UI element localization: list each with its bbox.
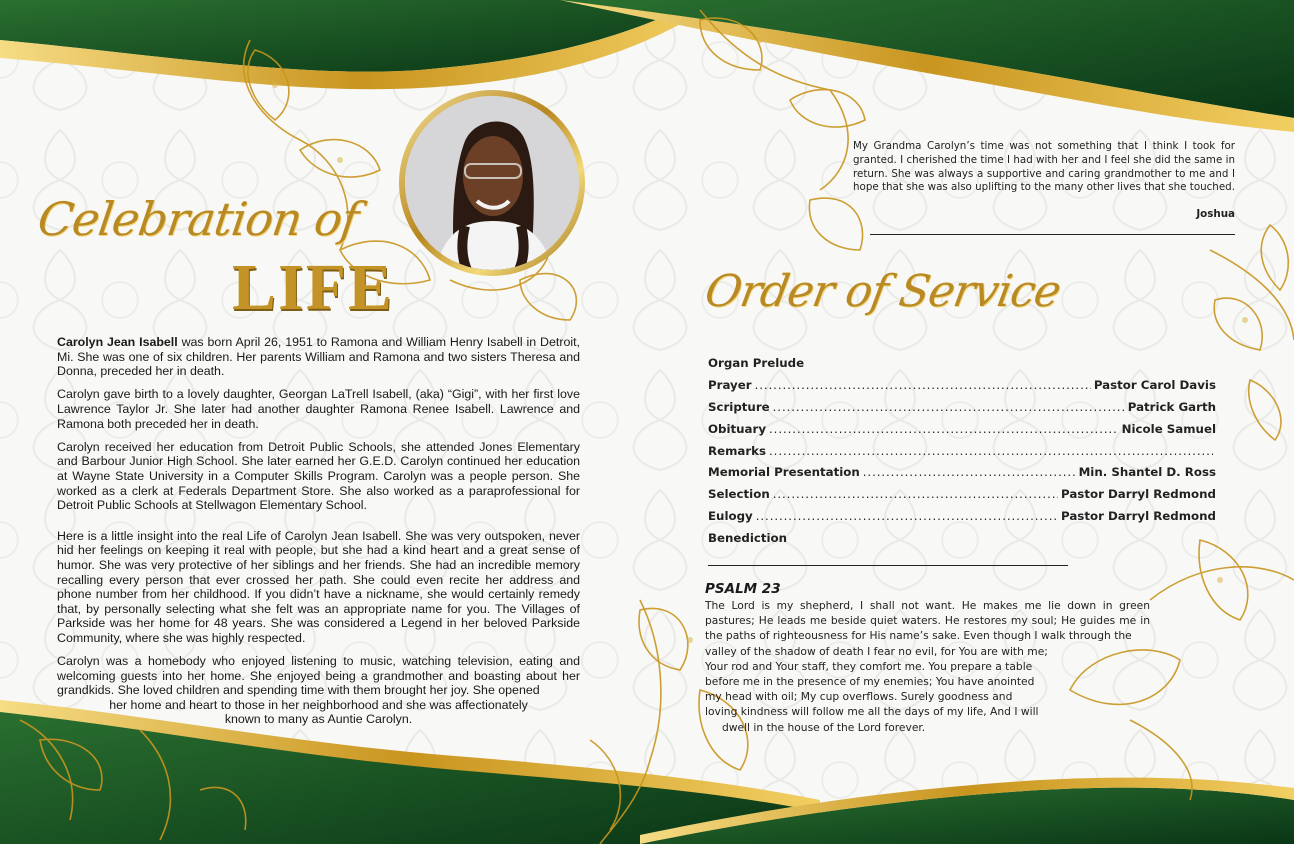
psalm-line: my head with oil; My cup overflows. Surely goodness and	[705, 690, 1013, 704]
service-participant: Patrick Garth	[1127, 399, 1216, 414]
service-item: Benediction	[708, 531, 788, 546]
service-row	[708, 356, 1216, 378]
service-row	[708, 400, 1216, 422]
divider-line	[708, 565, 1068, 566]
service-item: Organ Prelude	[708, 356, 805, 370]
service-leader-dots	[755, 378, 1091, 392]
service-row	[708, 444, 1216, 466]
service-leader-dots	[773, 400, 1125, 414]
psalm-line: valley of the shadow of death I fear no evil, for You are with me;	[705, 644, 1048, 658]
service-row	[708, 378, 1216, 400]
service-item: Scripture	[708, 399, 770, 414]
headline-main: LIFE	[232, 251, 395, 324]
psalm-justified: The Lord is my shepherd, I shall not want. He makes me lie down in green pastures; He leads me beside quiet waters. He restores my soul; He guides me in the paths of righteousness for His name’s sake. Even though I walk through the	[705, 599, 1150, 643]
service-participant: Pastor Darryl Redmond	[1061, 509, 1216, 524]
psalm-line: dwell in the house of the Lord forever.	[705, 720, 926, 734]
obituary-text	[57, 335, 580, 727]
service-item: Selection	[708, 487, 770, 502]
order-of-service-title: Order of Service	[701, 266, 1065, 317]
service-participant: Min. Shantel D. Ross	[1078, 465, 1216, 480]
service-row	[708, 465, 1216, 487]
service-leader-dots	[756, 509, 1058, 523]
service-item: Obituary	[708, 421, 767, 436]
psalm-text	[705, 598, 1150, 735]
obituary-paragraph-5-line: her home and heart to those in her neighborhood and she was affectionately	[109, 697, 528, 712]
service-leader-dots	[863, 465, 1076, 479]
service-row	[708, 422, 1216, 444]
obituary-paragraph-3: Carolyn received her education from Detroit Public Schools, she attended Jones Elementary and Barbour Junior High School. She later earned her G.E.D. Carolyn continued her education at Wayne State University in a Computer Skills Program. Carolyn was a people person. She worked as a clerk at Federals Department Store. She also worked as a paraprofessional for Detroit Public Schools at Stellwagon Elementary School.	[57, 439, 580, 513]
service-participant: Nicole Samuel	[1121, 421, 1216, 436]
obituary-paragraph	[57, 335, 580, 379]
psalm-line: loving kindness will follow me all the days of my life, And I will	[705, 705, 1039, 719]
obituary-paragraph-2: Carolyn gave birth to a lovely daughter, Georgan LaTrell Isabell, (aka) “Gigi”, with her first love Lawrence Taylor Jr. She later had another daughter Ramona Renee Isabell. Lawrence and Ramona both preceded her in death.	[57, 387, 580, 431]
service-item: Eulogy	[708, 509, 753, 524]
service-item: Prayer	[708, 377, 752, 392]
grandson-quote: My Grandma Carolyn’s time was not something that I think I took for granted. I cherished the time I had with her and I feel she did the same in return. She was always a supportive and caring grandmother to me and I hope that she was also uplifting to the many other lives that she touched.	[853, 140, 1235, 194]
quote-author: Joshua	[1196, 208, 1235, 220]
obituary-paragraph-4: Here is a little insight into the real Life of Carolyn Jean Isabell. She was very outspoken, never hid her feelings on keeping it real with people, but she had a kind heart and a great sense of humor. She was very protective of her siblings and her friends. She had an incredible memory recalling every person that ever crossed her path. She could even recite her address and phone number from her childhood. If you didn’t have a nickname, she would certainly remedy that, by personally selecting what she felt was an appropriate name for you. The Villages of Parkside was her home for 48 years. She was considered a Legend in her beloved Parkside Community, where she was highly respected.	[57, 528, 580, 645]
divider-line	[870, 234, 1235, 235]
service-leader-dots	[769, 444, 1213, 458]
service-leader-dots	[769, 422, 1119, 436]
psalm-line: Your rod and Your staff, they comfort me. You prepare a table	[705, 659, 1033, 673]
service-row	[708, 509, 1216, 531]
service-leader-dots	[773, 487, 1058, 501]
obituary-paragraph-5-line: known to many as Auntie Carolyn.	[224, 712, 413, 727]
obituary-paragraph-5: Carolyn was a homebody who enjoyed listening to music, watching television, eating and welcoming guests into her home. She enjoyed being a grandmother and boasting about her grandkids. She loved children and spending time with them brought her joy. She opened	[57, 654, 580, 698]
service-row	[708, 531, 1216, 553]
headline-script: Celebration of	[34, 192, 362, 246]
psalm-title: PSALM 23	[705, 581, 781, 597]
obituary-paragraph-1: was born April 26, 1951 to Ramona and William Henry Isabell in Detroit, Mi. She was one of six children. Her parents William and Ramona and two sisters Theresa and Donna, preceded her in death.	[57, 335, 580, 379]
service-item: Memorial Presentation	[708, 465, 860, 480]
service-row	[708, 487, 1216, 509]
deceased-name: Carolyn Jean Isabell	[57, 335, 178, 349]
order-of-service-list	[708, 356, 1216, 553]
service-participant: Pastor Darryl Redmond	[1061, 487, 1216, 502]
portrait-photo	[405, 96, 579, 270]
psalm-line: before me in the presence of my enemies; You have anointed	[705, 675, 1035, 689]
service-item: Remarks	[708, 443, 767, 458]
service-participant: Pastor Carol Davis	[1093, 377, 1216, 392]
